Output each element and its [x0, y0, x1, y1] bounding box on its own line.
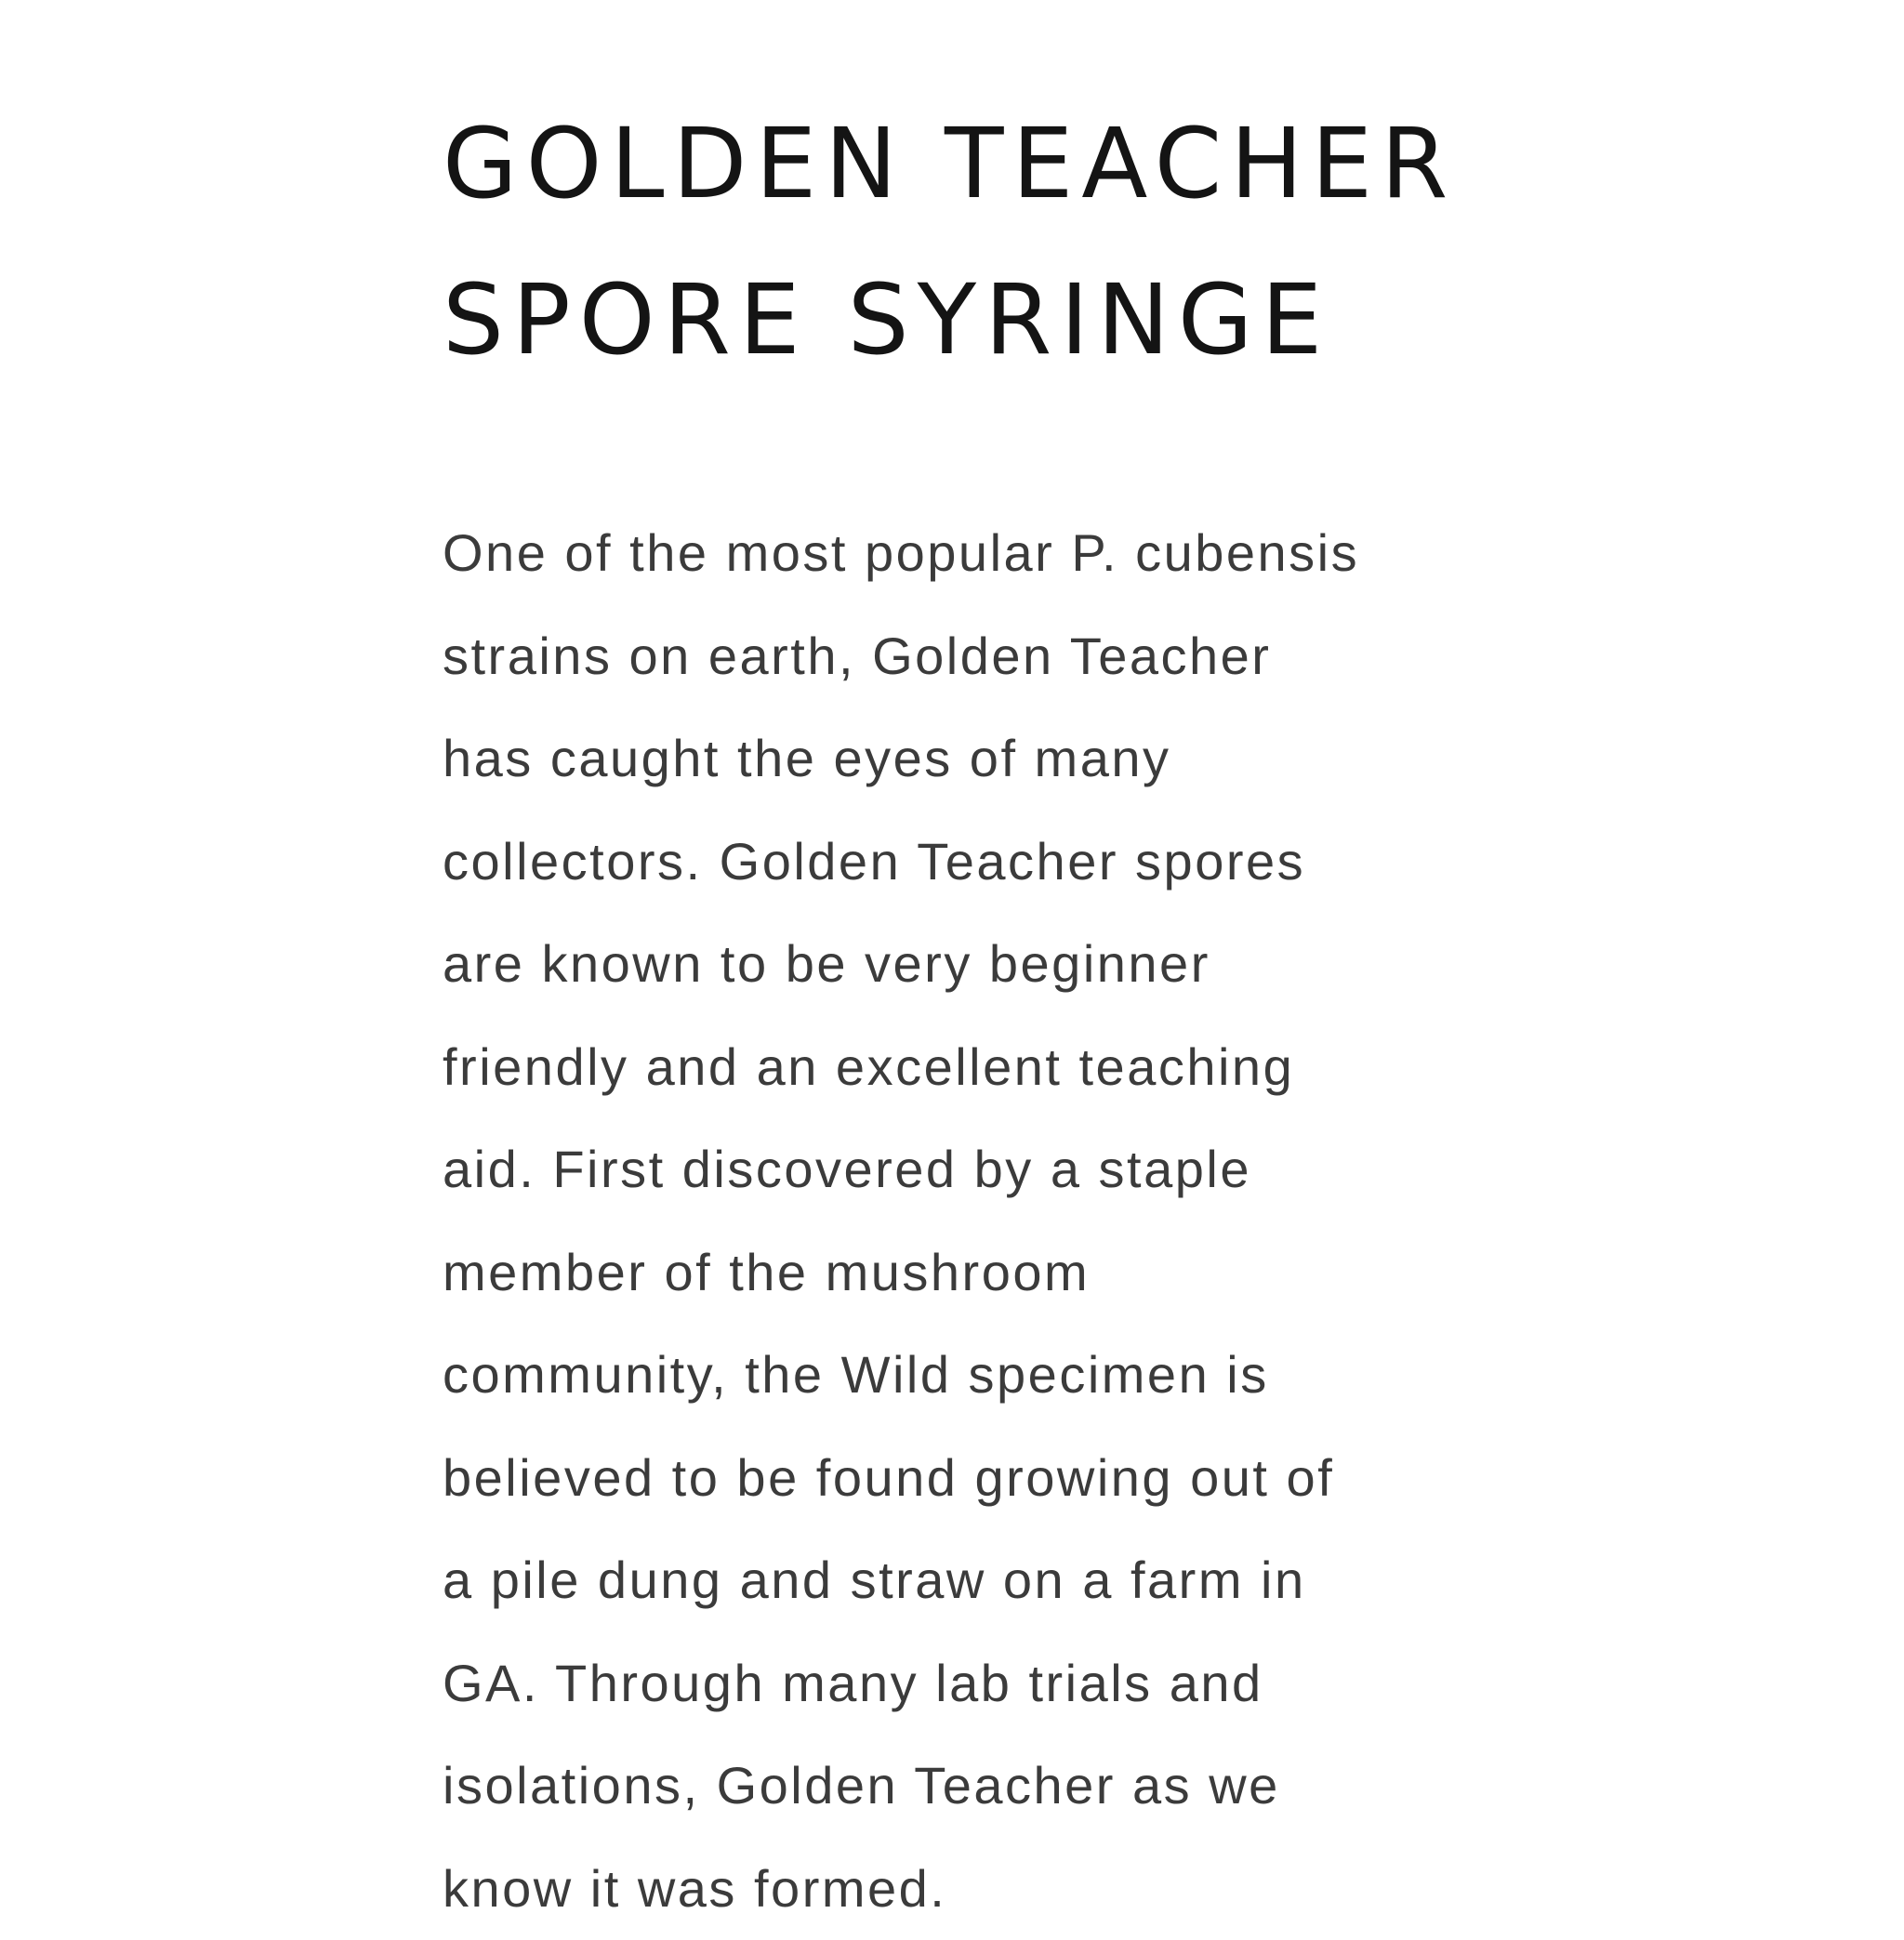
product-description [443, 502, 1540, 1940]
description-line: GA. Through many lab trials and [443, 1632, 1540, 1735]
description-line: a pile dung and straw on a farm in [443, 1529, 1540, 1632]
description-line: believed to be found growing out of [443, 1427, 1540, 1530]
description-line: are known to be very beginner [443, 913, 1540, 1016]
description-line: aid. First discovered by a staple [443, 1118, 1540, 1221]
product-info [443, 86, 1540, 1940]
description-line: strains on earth, Golden Teacher [443, 605, 1540, 708]
product-title-line: GOLDEN TEACHER [443, 86, 1540, 242]
description-line: friendly and an excellent teaching [443, 1016, 1540, 1119]
description-line: has caught the eyes of many [443, 707, 1540, 811]
description-line: isolations, Golden Teacher as we [443, 1735, 1540, 1838]
product-title [443, 86, 1540, 398]
description-line: One of the most popular P. cubensis [443, 502, 1540, 605]
description-line: member of the mushroom [443, 1221, 1540, 1325]
description-line: collectors. Golden Teacher spores [443, 811, 1540, 914]
product-title-line: SPORE SYRINGE [443, 242, 1540, 398]
description-line: know it was formed. [443, 1838, 1540, 1940]
description-line: community, the Wild specimen is [443, 1324, 1540, 1427]
